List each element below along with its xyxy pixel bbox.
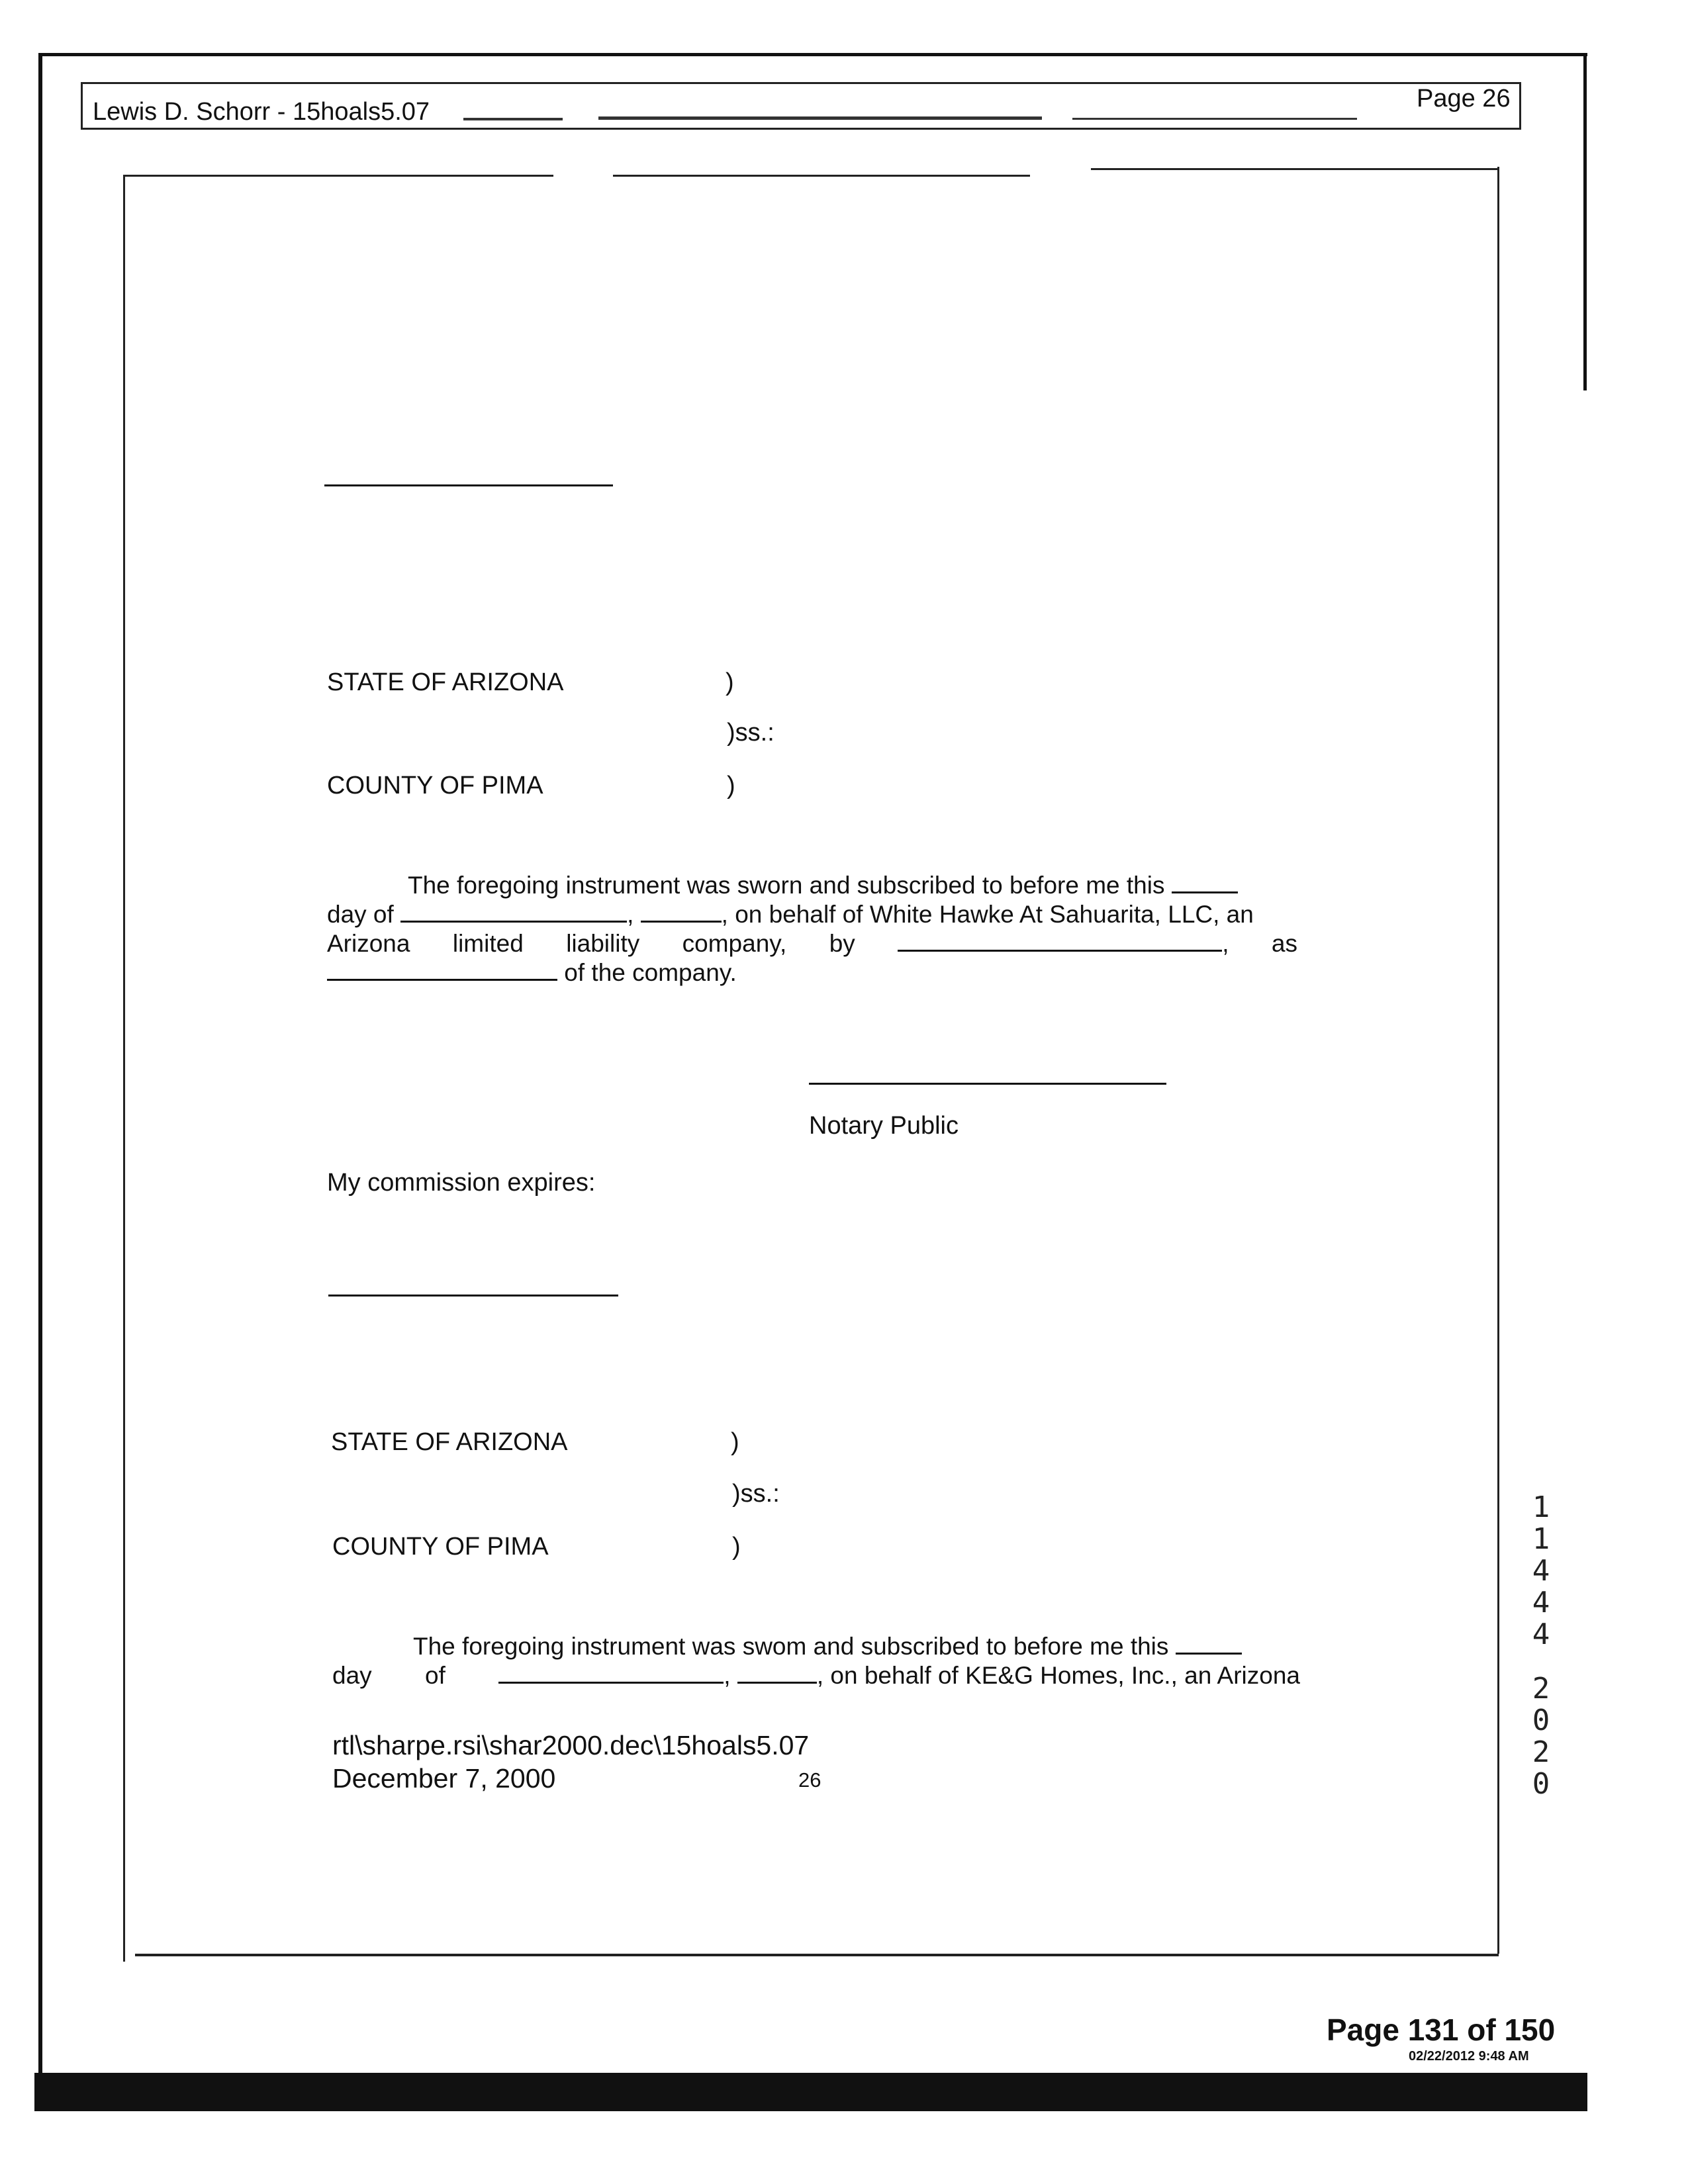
year-blank [641, 901, 722, 923]
scan-frame-right [1583, 53, 1587, 390]
scan-frame-top [38, 53, 1587, 56]
paragraph-text: of the company. [564, 959, 737, 986]
acknowledgment-paragraph [332, 1632, 1300, 1690]
venue-paren: ) [726, 668, 734, 696]
acknowledgment-paragraph [327, 871, 1297, 987]
venue-ss: )ss.: [727, 719, 774, 747]
footer-date: December 7, 2000 [332, 1763, 556, 1794]
title-blank [327, 959, 557, 981]
venue-ss: )ss.: [732, 1480, 780, 1508]
inner-border-top-segment [1091, 168, 1499, 170]
header-smudge [1072, 118, 1357, 120]
paragraph-word: of [425, 1662, 445, 1689]
paragraph-text: The foregoing instrument was sworn and subscribed to before me this [408, 872, 1165, 899]
stamp-digit: 1 [1532, 1490, 1550, 1524]
venue-state: STATE OF ARIZONA [331, 1428, 568, 1456]
venue-paren: ) [727, 772, 735, 799]
page-of-total: Page 131 of 150 [1327, 2013, 1556, 2047]
paragraph-text: , [627, 901, 634, 928]
recorder-stamp-page [1528, 1673, 1554, 1800]
recorder-stamp-docket [1528, 1492, 1554, 1651]
stamp-digit: 1 [1532, 1522, 1550, 1556]
inner-border-top-segment [613, 175, 1030, 177]
scan-frame-left [38, 53, 42, 2098]
header-smudge [463, 118, 563, 120]
footer-file-path: rtl\sharpe.rsi\shar2000.dec\15hoals5.07 [332, 1730, 810, 1760]
paragraph-text: , [1222, 930, 1229, 957]
commission-expires-label: My commission expires: [327, 1169, 596, 1197]
print-timestamp: 02/22/2012 9:48 AM [1409, 2049, 1529, 2064]
paragraph-word: day [332, 1662, 372, 1689]
header-smudge [598, 116, 1042, 120]
stamp-digit: 4 [1532, 1554, 1550, 1588]
stamp-digit: 2 [1532, 1672, 1550, 1706]
paragraph-text: , [724, 1662, 731, 1689]
venue-paren: ) [731, 1428, 739, 1456]
footer-page-number: 26 [798, 1768, 821, 1792]
inner-border-right [1497, 167, 1499, 1954]
paragraph-word: Arizona [327, 930, 410, 957]
inner-border-left [123, 175, 125, 1962]
paragraph-text: The foregoing instrument was swom and subscribed to before me this [413, 1633, 1169, 1660]
commission-date-line [328, 1295, 618, 1297]
stamp-digit: 4 [1532, 1586, 1550, 1619]
paragraph-word: company, [682, 930, 787, 957]
paragraph-line [327, 958, 1297, 987]
header-page-label: Page 26 [1417, 85, 1511, 113]
paragraph-line [327, 929, 1297, 958]
year-blank [737, 1662, 817, 1684]
paragraph-line [332, 1661, 1300, 1690]
signature-line [324, 484, 613, 486]
inner-border-bottom [135, 1954, 1499, 1956]
paragraph-line [332, 1632, 1300, 1661]
signer-name-field [898, 929, 1229, 958]
scan-frame-bottom [34, 2073, 1587, 2111]
signer-blank [898, 930, 1222, 952]
paragraph-word: as [1271, 930, 1297, 957]
day-blank [1176, 1633, 1242, 1655]
venue-county: COUNTY OF PIMA [327, 772, 543, 799]
inner-border-top-segment [123, 175, 553, 177]
notary-signature-line [809, 1083, 1166, 1085]
venue-county: COUNTY OF PIMA [332, 1533, 549, 1561]
paragraph-word: liability [566, 930, 640, 957]
month-blank [498, 1662, 724, 1684]
date-field [498, 1661, 1300, 1690]
paragraph-text: day of [327, 901, 394, 928]
stamp-digit: 2 [1532, 1735, 1550, 1769]
venue-paren: ) [732, 1533, 741, 1561]
header-document-name: Lewis D. Schorr - 15hoals5.07 [93, 98, 430, 126]
venue-state: STATE OF ARIZONA [327, 668, 564, 696]
stamp-digit: 4 [1532, 1617, 1550, 1651]
stamp-digit: 0 [1532, 1767, 1550, 1801]
paragraph-word: by [829, 930, 855, 957]
paragraph-text: , on behalf of KE&G Homes, Inc., an Arizona [816, 1662, 1300, 1689]
stamp-digit: 0 [1532, 1704, 1550, 1737]
paragraph-word: limited [452, 930, 524, 957]
paragraph-text: , on behalf of White Hawke At Sahuarita, LLC, an [721, 901, 1254, 928]
paragraph-line [327, 871, 1297, 900]
notary-public-label: Notary Public [809, 1112, 959, 1140]
month-blank [400, 901, 627, 923]
paragraph-line [327, 900, 1297, 929]
day-blank [1172, 872, 1238, 893]
